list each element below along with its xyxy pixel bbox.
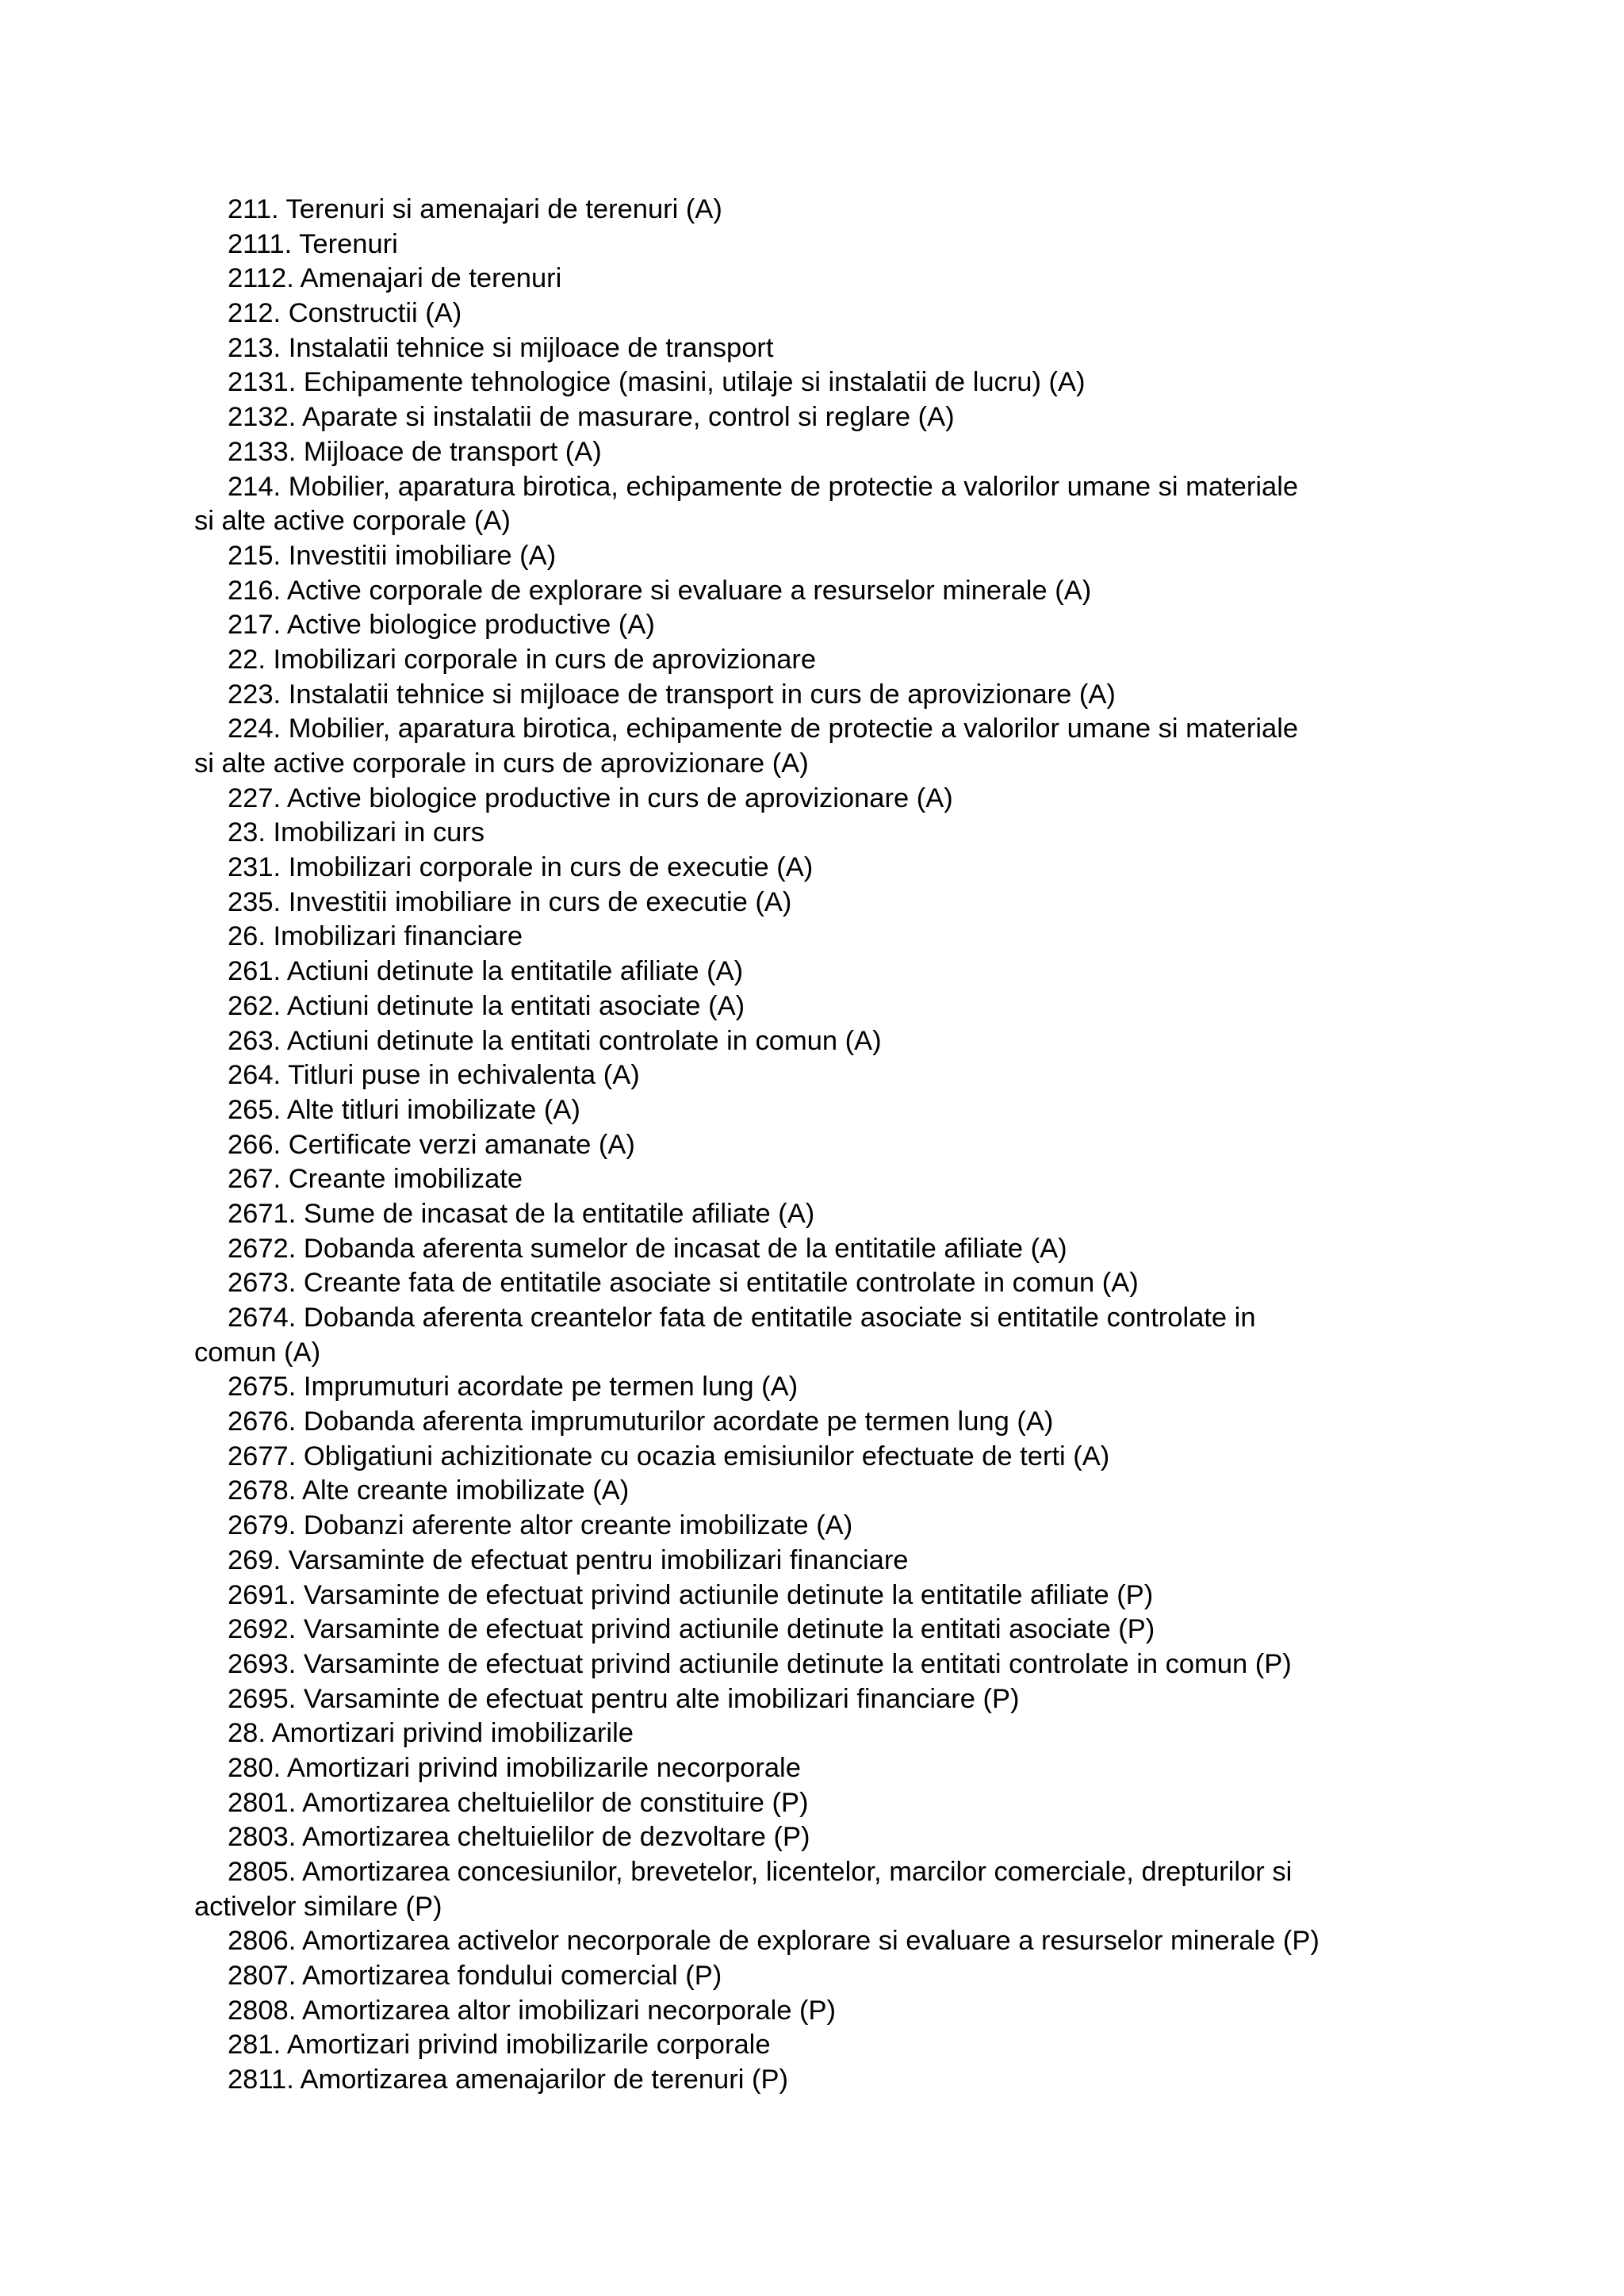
account-entry: 2695. Varsaminte de efectuat pentru alte imobilizari financiare (P)	[228, 1683, 1020, 1714]
account-entry: 215. Investitii imobiliare (A)	[228, 540, 557, 571]
account-entry-continuation: si alte active corporale in curs de aprovizionare (A)	[194, 748, 809, 779]
account-entry: 2674. Dobanda aferenta creantelor fata de entitatile asociate si entitatile controlate in	[228, 1303, 1256, 1333]
account-entry: 261. Actiuni detinute la entitatile afiliate (A)	[228, 956, 744, 987]
account-entry: 213. Instalatii tehnice si mijloace de transport	[228, 332, 774, 363]
account-entry-continuation: activelor similare (P)	[194, 1891, 442, 1922]
account-entry: 2803. Amortizarea cheltuielilor de dezvoltare (P)	[228, 1822, 810, 1853]
account-entry: 263. Actiuni detinute la entitati controlate in comun (A)	[228, 1025, 882, 1056]
account-entry: 235. Investitii imobiliare in curs de executie (A)	[228, 886, 792, 917]
account-entry: 2678. Alte creante imobilizate (A)	[228, 1475, 630, 1506]
account-entry: 281. Amortizari privind imobilizarile corporale	[228, 2030, 771, 2061]
account-entry: 266. Certificate verzi amanate (A)	[228, 1129, 635, 1160]
account-entry: 267. Creante imobilizate	[228, 1164, 523, 1195]
account-entry: 2691. Varsaminte de efectuat privind actiunile detinute la entitatile afiliate (P)	[228, 1579, 1154, 1610]
account-entry: 22. Imobilizari corporale in curs de aprovizionare	[228, 644, 817, 675]
account-entry: 2805. Amortizarea concesiunilor, brevetelor, licentelor, marcilor comerciale, drepturilor si	[228, 1857, 1293, 1887]
account-entry: 212. Constructii (A)	[228, 298, 462, 329]
account-entry: 264. Titluri puse in echivalenta (A)	[228, 1060, 640, 1091]
account-entry: 2111. Terenuri	[228, 228, 398, 259]
account-entry: 2807. Amortizarea fondului comercial (P)	[228, 1961, 722, 1992]
account-entry: 2677. Obligatiuni achizitionate cu ocazia emisiunilor efectuate de terti (A)	[228, 1441, 1110, 1471]
account-entry: 231. Imobilizari corporale in curs de executie (A)	[228, 852, 814, 883]
account-entry: 23. Imobilizari in curs	[228, 817, 485, 848]
account-entry: 265. Alte titluri imobilizate (A)	[228, 1094, 580, 1125]
account-entry: 2133. Mijloace de transport (A)	[228, 436, 602, 467]
account-entry: 2808. Amortizarea altor imobilizari necorporale (P)	[228, 1995, 837, 2026]
account-entry: 2112. Amenajari de terenuri	[228, 263, 562, 294]
account-entry: 2672. Dobanda aferenta sumelor de incasat de la entitatile afiliate (A)	[228, 1233, 1067, 1264]
account-entry-continuation: si alte active corporale (A)	[194, 506, 511, 537]
account-entry: 2675. Imprumuturi acordate pe termen lung (A)	[228, 1372, 799, 1402]
account-entry: 28. Amortizari privind imobilizarile	[228, 1718, 634, 1749]
account-entry: 280. Amortizari privind imobilizarile necorporale	[228, 1752, 801, 1783]
account-entry: 217. Active biologice productive (A)	[228, 610, 655, 641]
account-entry: 214. Mobilier, aparatura birotica, echipamente de protectie a valorilor umane si materiale	[228, 471, 1299, 502]
account-entry: 227. Active biologice productive in curs de aprovizionare (A)	[228, 783, 953, 813]
account-entry: 2801. Amortizarea cheltuielilor de constituire (P)	[228, 1787, 809, 1818]
account-entry-continuation: comun (A)	[194, 1337, 321, 1368]
account-entry: 2131. Echipamente tehnologice (masini, utilaje si instalatii de lucru) (A)	[228, 367, 1086, 398]
account-entry: 2671. Sume de incasat de la entitatile afiliate (A)	[228, 1198, 815, 1229]
account-entry: 2693. Varsaminte de efectuat privind actiunile detinute la entitati controlate in comun (P)	[228, 1648, 1292, 1679]
account-entry: 216. Active corporale de explorare si evaluare a resurselor minerale (A)	[228, 575, 1092, 606]
account-entry: 2673. Creante fata de entitatile asociate si entitatile controlate in comun (A)	[228, 1268, 1139, 1299]
account-entry: 26. Imobilizari financiare	[228, 921, 523, 952]
account-entry: 262. Actiuni detinute la entitati asociate (A)	[228, 990, 745, 1021]
account-entry: 2132. Aparate si instalatii de masurare, control si reglare (A)	[228, 402, 955, 433]
account-entry: 2811. Amortizarea amenajarilor de terenuri (P)	[228, 2064, 788, 2095]
document-body	[194, 193, 1455, 2098]
account-entry: 269. Varsaminte de efectuat pentru imobilizari financiare	[228, 1544, 909, 1575]
account-entry: 2679. Dobanzi aferente altor creante imobilizate (A)	[228, 1510, 853, 1541]
account-entry: 223. Instalatii tehnice si mijloace de transport in curs de aprovizionare (A)	[228, 679, 1116, 710]
account-entry: 224. Mobilier, aparatura birotica, echipamente de protectie a valorilor umane si materiale	[228, 714, 1299, 744]
account-entry: 2806. Amortizarea activelor necorporale de explorare si evaluare a resurselor minerale (P)	[228, 1926, 1320, 1957]
account-entry: 2692. Varsaminte de efectuat privind actiunile detinute la entitati asociate (P)	[228, 1614, 1155, 1645]
account-entry: 211. Terenuri si amenajari de terenuri (A)	[228, 194, 722, 224]
account-entry: 2676. Dobanda aferenta imprumuturilor acordate pe termen lung (A)	[228, 1406, 1054, 1437]
